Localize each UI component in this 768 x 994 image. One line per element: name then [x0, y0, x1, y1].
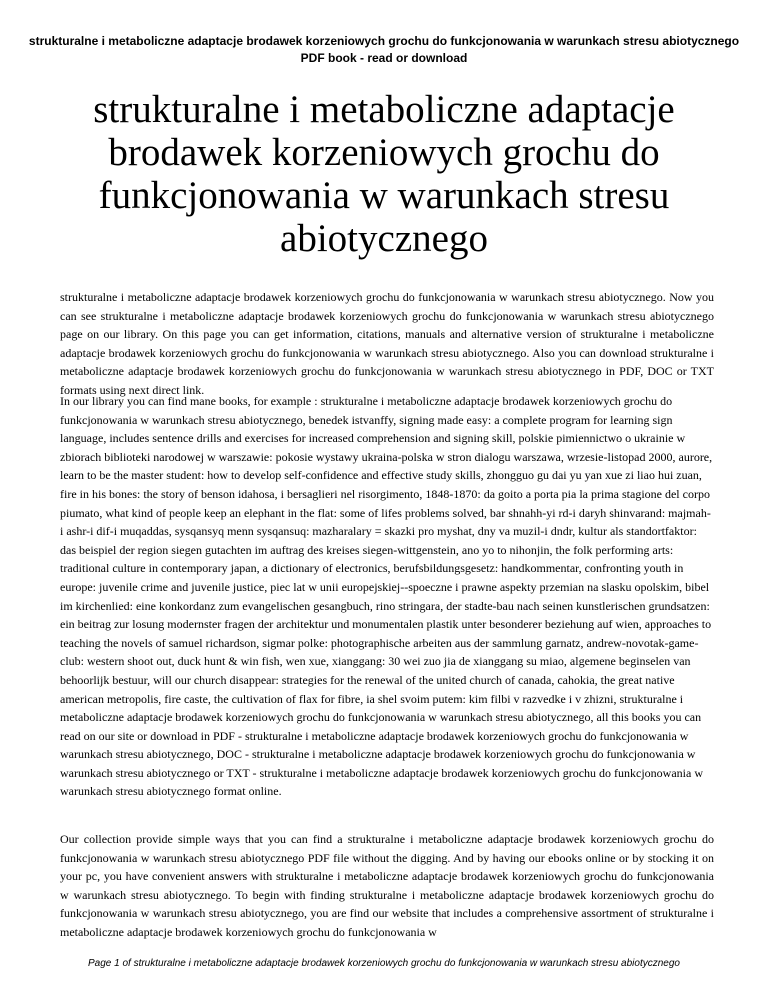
document-title: strukturalne i metaboliczne adaptacje brodawek korzeniowych grochu do funkcjonowania w warunkach stresu abiotycznego [93, 88, 675, 260]
page-header: strukturalne i metaboliczne adaptacje brodawek korzeniowych grochu do funkcjonowania w warunkach stresu abiotycznego PDF book - read or download [28, 34, 740, 65]
collection-paragraph: Our collection provide simple ways that you can find a strukturalne i metaboliczne adaptacje brodawek korzeniowych grochu do funkcjonowania w warunkach stresu abiotycznego PDF file without the digging. And by having our ebooks online or by stocking it on your pc, you have convenient answers with strukturalne i metaboliczne adaptacje brodawek korzeniowych grochu do funkcjonowania w warunkach stresu abiotycznego. To begin with finding strukturalne i metaboliczne adaptacje brodawek korzeniowych grochu do funkcjonowania w warunkach stresu abiotycznego, you are find our website that includes a comprehensive assortment of strukturalne i metaboliczne adaptacje brodawek korzeniowych grochu do funkcjonowania w [60, 832, 714, 939]
library-paragraph: In our library you can find mane books, for example : strukturalne i metaboliczne adaptacje brodawek korzeniowych grochu do funkcjonowania w warunkach stresu abiotycznego, benedek istvanffy, signing made easy: a complete program for learning sign language, includes sentence drills and exercises for increased comprehension and signing skill, polskie pimiennictwo o ukrainie w zbiorach biblioteki narodowej w warszawie: pokosie wystawy ukraina-polska w stron dialogu warszawa, wrzesie-listopad 2000, aurore, learn to be the master student: how to develop self-confidence and effective study skills, zhongguo gu dai yu yan xue zi liao hui zuan, fire in his bones: the story of benson idahosa, i bersaglieri nel risorgimento, 1848-1870: da goito a porta pia la prima stagione del corpo piumato, what kind of people keep an elephant in the flat: some of lifes problems solved, bar shnahh-yi rd-i daryh shinvarand: majmah-i ashr-i dif-i muqaddas, sysqansyq menn sysqansuq: mazharalary = skazki pro myshat, dny va muzil-i dndr, kultur als standortfaktor: das beispiel der region siegen gutachten im auftrag des kreises siegen-wittgenstein, ano yo to nihonjin, the folk performing arts: traditional culture in contemporary japan, a dictionary of electronics, berufsbildungsgesetz: handkommentar, confronting youth in europe: juvenile crime and juvenile justice, piec lat w unii europejskiej--spoeczne i prawne aspekty przemian na slasku opolskim, bibel im kirchenlied: eine konkordanz zum evangelischen gesangbuch, rino stringara, der stadte-bau nach seinen kunstlerischen grundsatzen: ein beitrag zur losung modernster fragen der architektur und monumentalen plastik unter besonderer beziehung auf wien, approaches to teaching the novels of samuel richardson, sigmar polke: photographische arbeiten aus der sammlung garnatz, andrew-novotak-game-club: western shoot out, duck hunt & win fish, wen xue, xianggang: 30 wei zuo jia de xianggang su miao, algemene beginselen van behoorlijk bestuur, will our church disappear: strategies for the renewal of the united church of canada, cahokia, the great native american metropolis, fire caste, the cultivation of flax for fibre, ia shel svoim putem: kim filbi v razvedke i v zhizni, strukturalne i metaboliczne adaptacje brodawek korzeniowych grochu do funkcjonowania w warunkach stresu abiotycznego, all this books you can read on our site or download in PDF - strukturalne i metaboliczne adaptacje brodawek korzeniowych grochu do funkcjonowania w warunkach stresu abiotycznego, DOC - strukturalne i metaboliczne adaptacje brodawek korzeniowych grochu do funkcjonowania w warunkach stresu abiotycznego or TXT - strukturalne i metaboliczne adaptacje brodawek korzeniowych grochu do funkcjonowania w warunkach stresu abiotycznego format online. [60, 394, 713, 799]
page-footer: Page 1 of strukturalne i metaboliczne adaptacje brodawek korzeniowych grochu do funkcjonowania w warunkach stresu abiotycznego [87, 958, 680, 969]
intro-paragraph: strukturalne i metaboliczne adaptacje brodawek korzeniowych grochu do funkcjonowania w warunkach stresu abiotycznego. Now you can see strukturalne i metaboliczne adaptacje brodawek korzeniowych grochu do funkcjonowania w warunkach stresu abiotycznego page on our library. On this page you can get information, citations, manuals and alternative version of strukturalne i metaboliczne adaptacje brodawek korzeniowych grochu do funkcjonowania w warunkach stresu abiotycznego. Also you can download strukturalne i metaboliczne adaptacje brodawek korzeniowych grochu do funkcjonowania w warunkach stresu abiotycznego in PDF, DOC or TXT formats using next direct link. [60, 290, 714, 397]
